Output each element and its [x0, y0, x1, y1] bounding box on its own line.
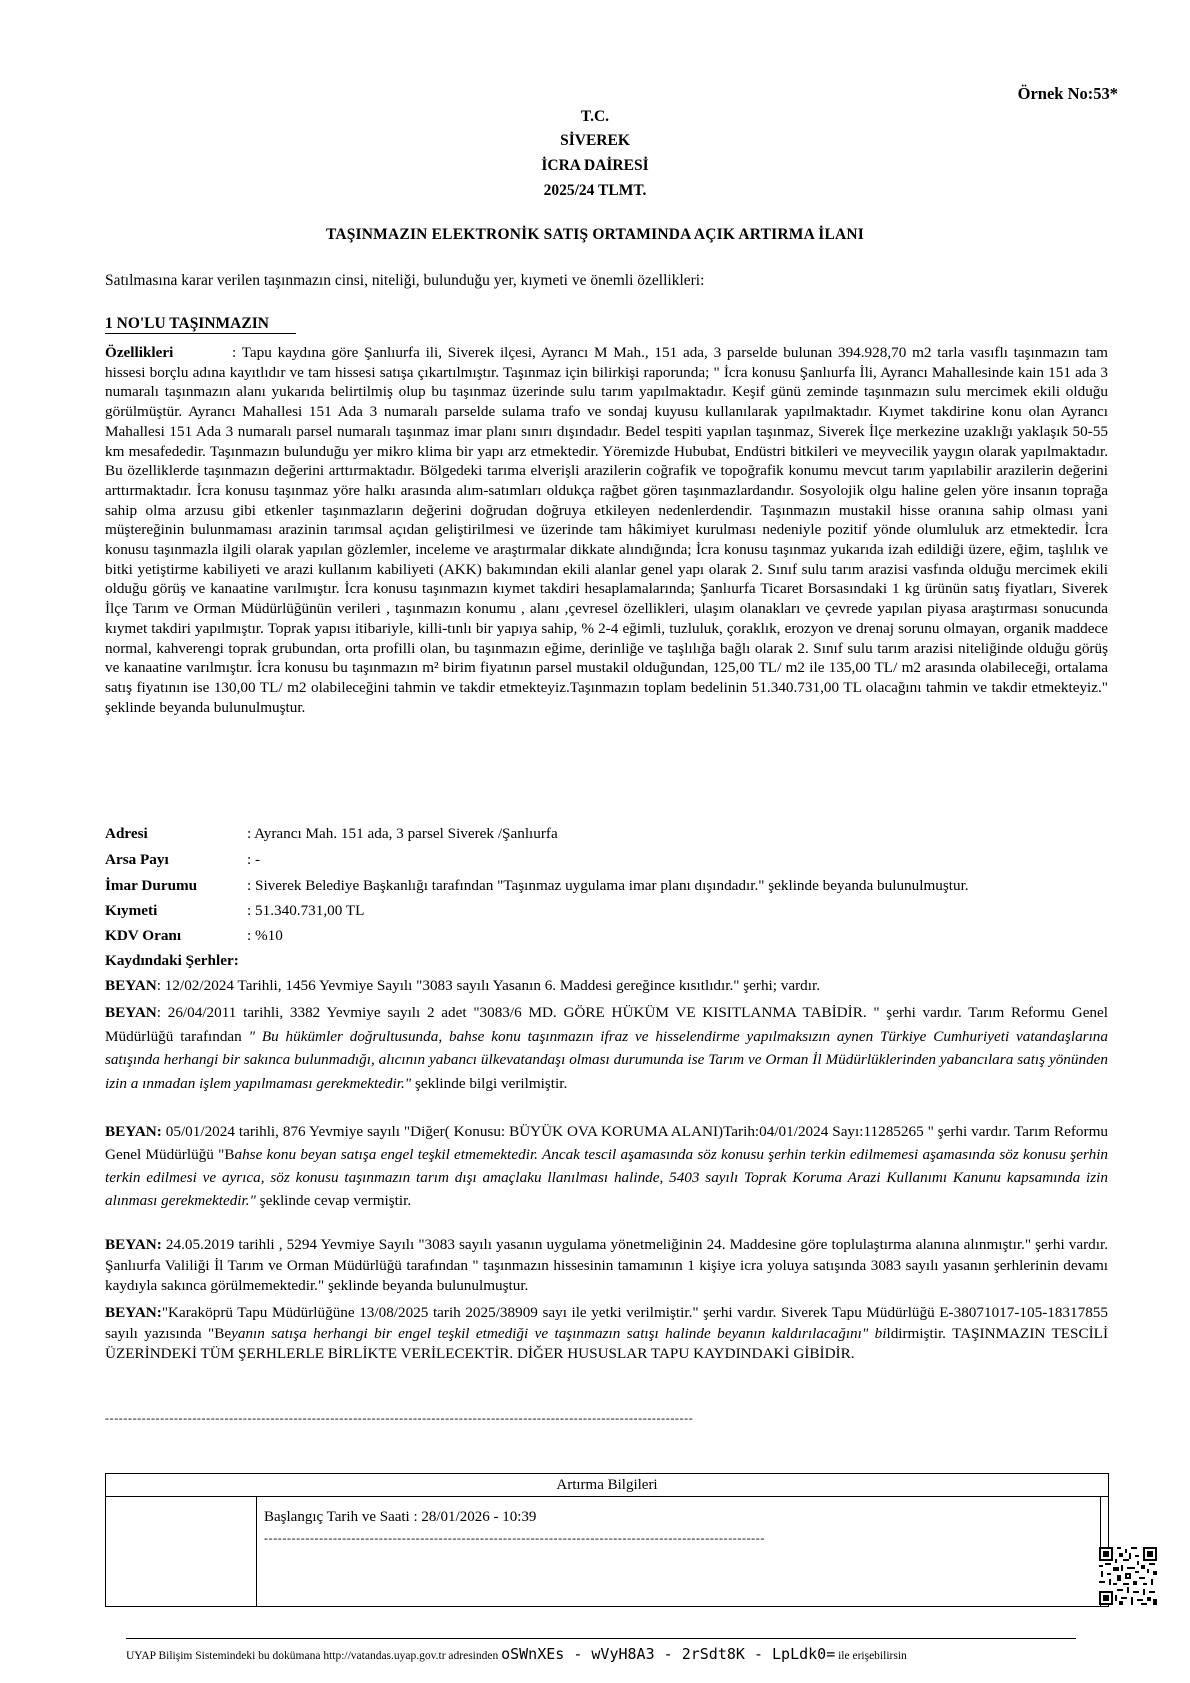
annotation-italic-text: " Bu hükümler doğrultusunda, bahse konu taşınmazın ifraz ve hisselendirme yapılmaksızın aynen Türkiye Cumhuriyeti vatandaşlarına satışında herhangi bir sakınca bulunmadığı, alıcının yabancı ülkevatandaşı olması durumunda ise Tarım ve Orman İl Müdürlüklerinden yabancılara satış yönünden izin a ınmadan işlem yapılmaması gerekmektedir." [105, 1027, 1108, 1092]
annotation-2 [105, 1001, 1108, 1095]
features-label: Özellikleri [105, 344, 174, 361]
auction-info-header: Artırma Bilgileri [106, 1474, 1108, 1497]
annotation-label: BEYAN [105, 977, 157, 994]
annotation-text: "Karaköprü Tapu Müdürlüğüne 13/08/2025 tarih 2025/38909 sayı ile yetki verilmiştir." şerhi vardır. Siverek Tapu Müdürlüğü E-38071017-105-18317855 sayılı yazısında "Be [105, 1304, 1108, 1342]
field-value: : 51.340.731,00 TL [247, 902, 365, 919]
header-city: SİVEREK [560, 132, 630, 149]
field-label: İmar Durumu [105, 877, 198, 894]
field-value: : Ayrancı Mah. 151 ada, 3 parsel Siverek /Şanlıurfa [247, 825, 558, 842]
auction-box-divider [256, 1496, 257, 1606]
field-value: : Siverek Belediye Başkanlığı tarafından "Taşınmaz uygulama imar planı dışındadır." şeklinde beyanda bulunulmuştur. [247, 877, 969, 894]
annotation-text-end: şeklinde cevap vermiştir. [255, 1192, 412, 1209]
annotation-label: BEYAN: [105, 1123, 162, 1140]
field-label: Arsa Payı [105, 851, 169, 868]
annotation-text-end: ldirmiştir. TAŞINMAZIN TESCİLİ ÜZERİNDEKİ TÜM ŞERHLERLE BİRLİKTE VERİLECEKTİR. DİĞER HUSUSLAR TAPU KAYDINDAKİ GİBİDİR. [105, 1324, 1108, 1362]
example-number: Örnek No:53* [1017, 84, 1118, 103]
qr-code-icon [1099, 1547, 1157, 1605]
footer [126, 1645, 907, 1663]
footer-text: UYAP Bilişim Sistemindeki bu dokümana http://vatandas.uyap.gov.tr adresinden [126, 1650, 502, 1662]
field-zoning [105, 876, 1115, 896]
annotation-text-end: şeklinde bilgi verilmiştir. [411, 1074, 568, 1092]
annotation-text: : 12/02/2024 Tarihli, 1456 Yevmiye Sayılı "3083 sayılı Yasanın 6. Maddesi gereğince kısıtlıdır." şerhi; vardır. [156, 977, 821, 994]
page-title: TAŞINMAZIN ELEKTRONİK SATIŞ ORTAMINDA AÇIK ARTIRMA İLANI [325, 226, 865, 243]
features-paragraph [105, 343, 1108, 717]
field-address [105, 824, 1115, 844]
auction-dash-line: ------------------------------------------------------------------------------------------------------------- [264, 1531, 765, 1545]
annotation-italic-text: yanın satışa herhangi bir engel teşkil etmediği ve taşınmazın satışı halinde beyanın kaldırılacağını" bi [231, 1324, 887, 1342]
features-text: : Tapu kaydına göre Şanlıurfa ili, Siverek ilçesi, Ayrancı M Mah., 151 ada, 3 parselde bulunan 394.928,70 m2 tarla vasıflı taşınmazın tam hissesi borçlu adına kayıtlıdır ve tam hissesi satışa çıkartılmıştır. Taşınmaz için bilirkişi raporunda; " İcra konusu Şanlıurfa İli, Ayrancı Mahallesinde kain 151 ada 3 numaralı taşınmazın alanı yukarıda belirtilmiş olup bu taşınmaz üzerinde sulu tarım yapılmaktadır. Keşif günü zeminde taşınmazın sulu mercimek ekili olduğu görülmüştür. Ayrancı Mahallesi 151 Ada 3 numaralı parselde sulama trafo ve sondaj kuyusu kullanılarak yapılmaktadır. Kıymet takdirine konu olan Ayrancı Mahallesi 151 Ada 3 numaralı parsel numaralı taşınmaz imar planı sınırı dışındadır. Bedel tespiti yapılan taşınmaz, Siverek İlçe merkezine uzaklığı yaklaşık 50-55 km mesafededir. Taşınmazın bulunduğu yer mikro klima bir yapı arz etmektedir. Yöremizde Hububat, Endüstri bitkileri ve meyvecilik yaygın olarak yapılmaktadır. Bu özelliklerde taşınmazın değerini arttırmaktadır. Bölgedeki tarıma elverişli arazilerin coğrafik ve topoğrafik konumu mevcut tarım yapılabilir arazilerin değerini arttırmaktadır. İcra konusu taşınmaz yöre halkı arasında alım-satımları oldukça rağbet gören taşınmazlardandır. Sosyolojik olgu haline gelen yöre insanın toprağa sahip olma arzusu gibi etkenler taşınmazların değerini doğrudan doğruya etkileyen nedenlerdendir. Taşınmazın mustakil hisse oranına sahip olması yani müştereğinin bulunmaması arazinin tarımsal açıdan geliştirilmesi ve üzerinde tam hâkimiyet kurulması nedeniyle pozitif yönde olumluluk arz etmektedir. İcra konusu taşınmazla ilgili olarak yapılan gözlemler, inceleme ve araştırmalar dikkate alındığında; İcra konusu taşınmaz yukarıda izah edildiği üzere, eğim, taşlılık ve bitki yetiştirme kabiliyeti ve arazi kullanım kabiliyeti (AKK) bakımından ekili alanlar genel yapı olarak 2. Sınıf sulu tarım arazisi vasfında olduğu mercimek ekili olduğu görüş ve kanaatine varılmıştır. İcra konusu taşınmazın kıymet takdiri hesaplamalarında; Şanlıurfa Ticaret Borsasındaki 1 kg ürünün satış fiyatları, Siverek İlçe Tarım ve Orman Müdürlüğünün verileri , taşınmazın konumu , alanı ,çevresel özellikleri, ulaşım olanakları ve çevrede yapılan piyasa araştırması sonucunda kıymet takdiri yapılmıştır. Toprak yapısı itibariyle, killi-tınlı bir yapıya sahip, % 2-4 eğimli, tuzluluk, çoraklık, erozyon ve drenaj sorunu olmayan, organik maddece normal, kahverengi toprak grubundan, orta profilli olan, bu taşınmazın eğime, derinliğe ve taşlılığa bağlı olarak 2. Sınıf sulu tarım arazisi niteliğinde olduğu görüş ve kanaatine varılmıştır. İcra konusu bu taşınmazın m² birim fiyatının parsel mustakil olduğundan, 125,00 TL/ m2 ile 135,00 TL/ m2 arasında olabileceği, ortalama satış fiyatının ise 130,00 TL/ m2 olabileceğini tahmin ve takdir etmekteyiz.Taşınmazın toplam bedelinin 51.340.731,00 TL olacağını tahmin ve takdir etmekteyiz." şeklinde beyanda bulunulmuştur. [105, 344, 1108, 716]
field-label: Adresi [105, 825, 148, 842]
field-vat-rate [105, 926, 1115, 946]
annotation-5 [105, 1303, 1108, 1365]
auction-start-datetime: Başlangıç Tarih ve Saati : 28/01/2026 - 10:39 [264, 1509, 537, 1525]
annotation-text: 05/01/2024 tarihli, 876 Yevmiye sayılı "Diğer( Konusu: BÜYÜK OVA KORUMA ALANI)Tarih:04/01/2024 Sayı:11285265 " şerhi vardır. Tarım Reformu Genel Müdürlüğü "B [105, 1123, 1108, 1163]
field-label: KDV Oranı [105, 927, 182, 944]
annotation-label: BEYAN: [105, 1304, 162, 1321]
annotation-italic-text: ahse konu beyan satışa engel teşkil etmemektedir. Ancak tescil aşamasında söz konusu şerhin terkin edilmemesi aşamasında söz konusu şerhin terkin edilmesi ve ayrıca, söz konusu taşınmazın tarım dışı amaçlaku llanılması halinde, 5403 sayılı Toprak Koruma Arazi Kullanımı Kanunu kapsamında izin alınması gerekmektedir." [105, 1146, 1109, 1209]
footer-access-code: oSWnXEs - wVyH8A3 - 2rSdt8K - LpLdk0= [501, 1645, 836, 1663]
annotations-label: Kaydındaki Şerhler: [105, 952, 239, 969]
section-title: 1 NO'LU TAŞINMAZIN [105, 315, 269, 332]
field-value: : - [247, 851, 261, 868]
header-tc: T.C. [580, 108, 610, 125]
annotation-text: : 26/04/2011 tarihli, 3382 Yevmiye sayılı 2 adet "3083/6 MD. GÖRE HÜKÜM VE KISITLANMA TABİDİR. " şerhi vardır. Tarım Reformu Genel Müdürlüğü tarafından [105, 1004, 1108, 1045]
field-land-share [105, 850, 1115, 870]
separator-line: -------------------------------------------------------------------------------------------------------------------------------- [105, 1411, 694, 1425]
intro-text: Satılmasına karar verilen taşınmazın cinsi, niteliği, bulunduğu yer, kıymeti ve önemli özellikleri: [105, 272, 705, 289]
footer-text-end: ile erişebilirsin [835, 1650, 907, 1662]
header-office: İCRA DAİRESİ [541, 157, 649, 174]
annotation-label: BEYAN: [105, 1236, 162, 1253]
section-title-underline [105, 333, 296, 334]
annotation-1 [105, 976, 1108, 996]
header-file-number: 2025/24 TLMT. [543, 182, 647, 199]
annotation-4 [105, 1235, 1108, 1297]
field-label: Kıymeti [105, 902, 158, 919]
annotation-3 [105, 1120, 1108, 1212]
footer-rule [126, 1638, 1076, 1639]
annotation-label: BEYAN [105, 1004, 157, 1021]
field-value: : %10 [247, 927, 283, 944]
annotation-text: 24.05.2019 tarihli , 5294 Yevmiye Sayılı "3083 sayılı yasanın uygulama yönetmeliğinin 24. Maddesine göre toplulaştırma alanına alınmıştır." şerhi vardır. Şanlıurfa Valiliği İl Tarım ve Orman Müdürlüğü tarafından " taşınmazın hissesinin tamamının 1 kişiye icra yoluya satışında 3083 sayılı yasanın şerhlerinin devamı kaydıyla sakınca görülmemektedir." şeklinde beyanda bulunulmuştur. [105, 1236, 1108, 1294]
field-value-amount [105, 901, 1115, 921]
